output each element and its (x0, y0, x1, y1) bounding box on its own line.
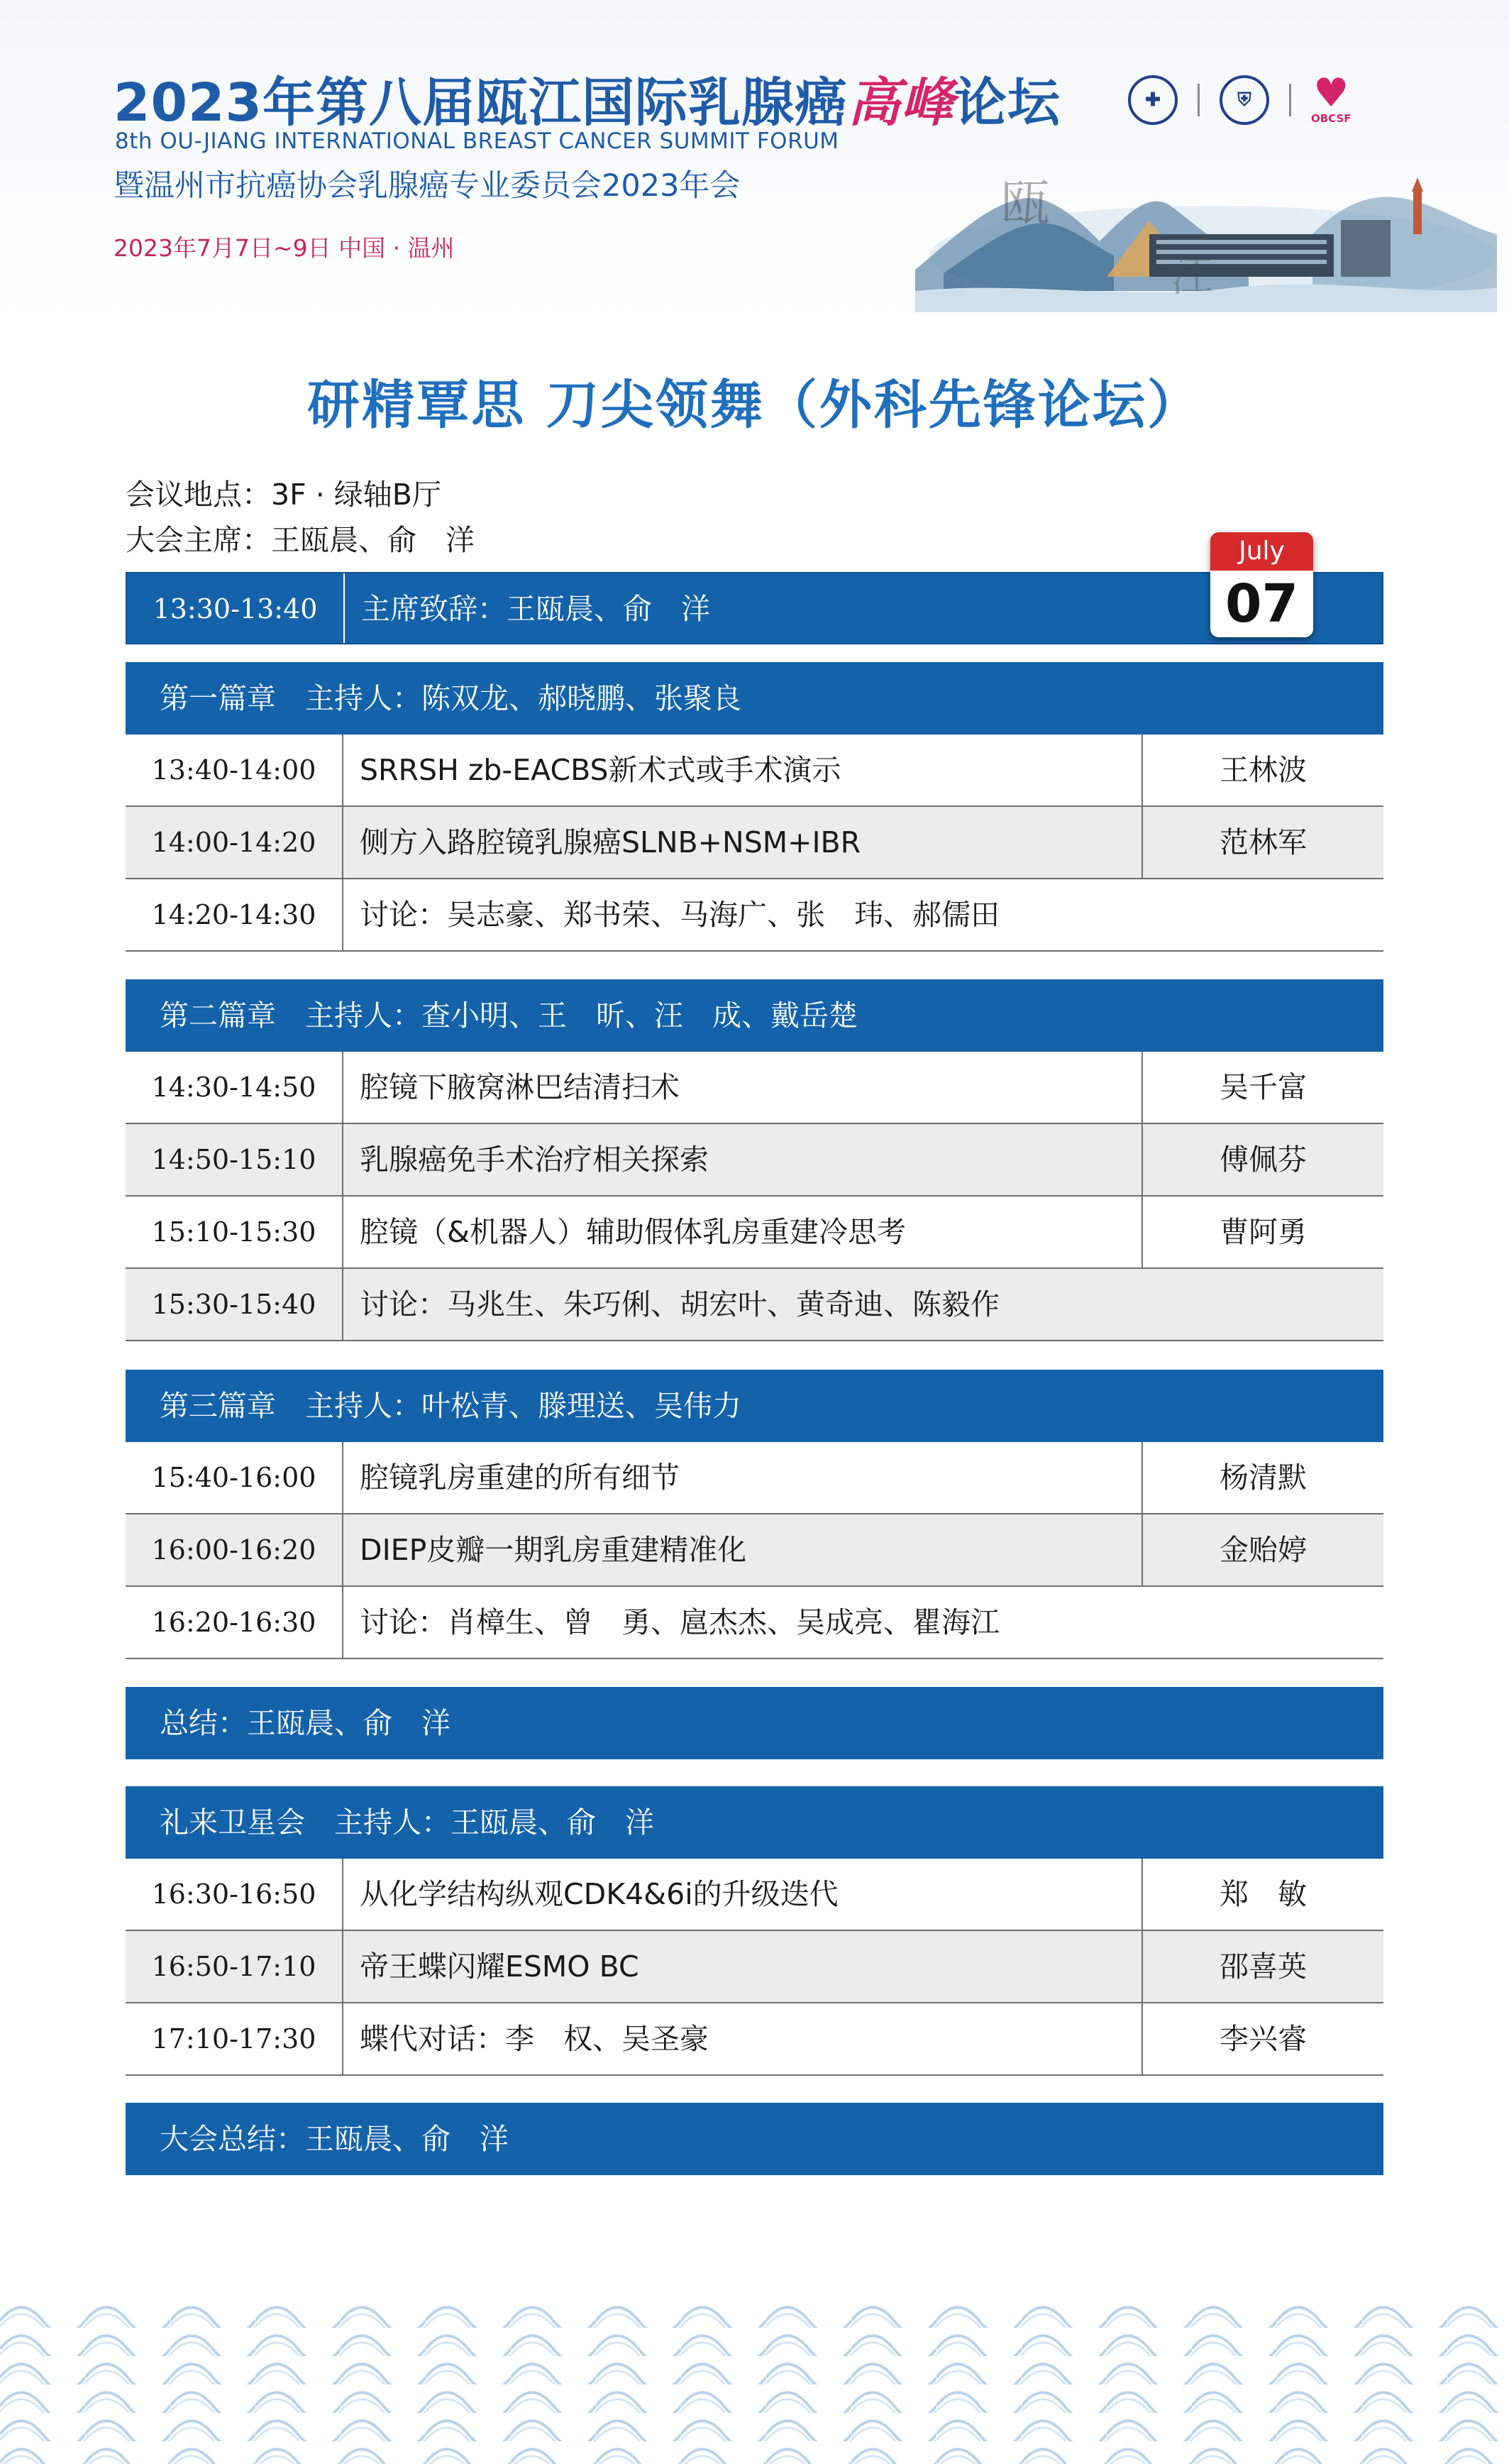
date-badge (1210, 532, 1313, 637)
session-speaker: 邵喜英 (1142, 1931, 1383, 2002)
session-row (126, 1514, 1383, 1587)
session-time: 14:20-14:30 (126, 879, 343, 950)
session-row (126, 1052, 1383, 1124)
session-time: 15:10-15:30 (126, 1197, 343, 1267)
section-header-label: 第三篇章 主持人：叶松青、滕理送、吴伟力 (160, 1389, 741, 1423)
anti-cancer-association-logo-icon: ✚ (1128, 75, 1178, 125)
opening-row (126, 572, 1383, 644)
logo-divider (1198, 84, 1200, 116)
session-topic: 从化学结构纵观CDK4&6i的升级迭代 (360, 1877, 839, 1911)
landscape-illustration (915, 149, 1497, 312)
section-header-2 (126, 979, 1383, 1052)
session-time: 15:40-16:00 (126, 1442, 343, 1513)
event-title-english: 8th OU-JIANG INTERNATIONAL BREAST CANCER SUMMIT FORUM (115, 128, 839, 154)
session-speaker: 吴千富 (1142, 1052, 1383, 1123)
session-speaker: 王林波 (1142, 735, 1383, 805)
event-title-end: 论坛 (954, 72, 1061, 133)
event-header (0, 0, 1509, 319)
landscape-char-jiang: 江 (1171, 252, 1213, 302)
section-header-label: 第二篇章 主持人：查小明、王 昕、汪 成、戴岳楚 (160, 999, 858, 1033)
session-row (126, 1587, 1383, 1659)
session-topic: 主席致辞：王瓯晨、俞 洋 (361, 592, 710, 626)
session-speaker: 金贻婷 (1142, 1514, 1383, 1585)
obcsf-logo-text: OBCSF (1311, 112, 1352, 125)
section-header-label: 第一篇章 主持人：陈双龙、郝晓鹏、张聚良 (160, 681, 741, 715)
session-topic: 腔镜下腋窝淋巴结清扫术 (360, 1070, 680, 1104)
event-title (114, 61, 1061, 136)
landscape-char-ou: 瓯 (1000, 174, 1050, 232)
wave-pattern-footer (0, 2299, 1509, 2464)
satellite-header (126, 1786, 1383, 1859)
organizer-logos (1128, 70, 1352, 125)
date-badge-month: July (1210, 532, 1313, 571)
closing-row (126, 2103, 1383, 2175)
session-time: 14:00-14:20 (126, 807, 343, 878)
session-speaker: 李兴睿 (1142, 2003, 1383, 2074)
session-row (126, 879, 1383, 952)
session-time: 13:30-13:40 (127, 573, 345, 643)
event-title-main: 2023年第八届瓯江国际乳腺癌 (114, 72, 848, 133)
session-time: 17:10-17:30 (126, 2003, 343, 2074)
session-speaker: 杨清默 (1142, 1442, 1383, 1513)
session-time: 16:00-16:20 (126, 1514, 343, 1585)
obcsf-logo (1311, 70, 1352, 125)
session-topic: 讨论：肖樟生、曾 勇、扈杰杰、吴成亮、瞿海江 (360, 1605, 1000, 1639)
session-topic: 帝王蝶闪耀ESMO BC (360, 1949, 639, 1984)
session-time: 16:50-17:10 (126, 1931, 343, 2002)
session-topic: 讨论：吴志豪、郑书荣、马海广、张 玮、郝儒田 (360, 898, 1000, 932)
session-topic: 腔镜乳房重建的所有细节 (360, 1461, 680, 1495)
session-speaker: 郑 敏 (1142, 1859, 1383, 1930)
session-speaker: 曹阿勇 (1142, 1197, 1383, 1267)
session-time: 14:50-15:10 (126, 1124, 343, 1195)
session-topic: 讨论：马兆生、朱巧俐、胡宏叶、黄奇迪、陈毅作 (360, 1287, 1000, 1321)
session-row (126, 1124, 1383, 1197)
session-topic: SRRSH zb-EACBS新术式或手术演示 (360, 753, 841, 787)
session-topic: 腔镜（&机器人）辅助假体乳房重建冷思考 (360, 1215, 906, 1249)
section-header-label: 礼来卫星会 主持人：王瓯晨、俞 洋 (160, 1805, 654, 1839)
session-speaker: 傅佩芬 (1142, 1124, 1383, 1195)
event-title-calligraphy: 高峰 (847, 72, 954, 133)
university-seal-logo-icon: ⛨ (1220, 75, 1269, 125)
venue-info: 会议地点：3F · 绿轴B厅 (126, 478, 441, 512)
session-row (126, 1931, 1383, 2003)
session-row (126, 2003, 1383, 2076)
session-time: 13:40-14:00 (126, 735, 343, 805)
session-row (126, 807, 1383, 879)
session-row (126, 735, 1383, 807)
page-title: 研精覃思 刀尖领舞（外科先锋论坛） (307, 375, 1202, 436)
section-header-3 (126, 1370, 1383, 1442)
logo-divider (1289, 84, 1291, 116)
session-topic: 侧方入路腔镜乳腺癌SLNB+NSM+IBR (360, 825, 861, 859)
closing-label: 大会总结：王瓯晨、俞 洋 (160, 2122, 509, 2156)
session-row (126, 1859, 1383, 1931)
session-row (126, 1197, 1383, 1269)
session-time: 16:30-16:50 (126, 1859, 343, 1930)
event-subtitle: 暨温州市抗癌协会乳腺癌专业委员会2023年会 (114, 168, 741, 204)
session-time: 16:20-16:30 (126, 1587, 343, 1658)
summary-label: 总结：王瓯晨、俞 洋 (160, 1706, 451, 1740)
session-row (126, 1269, 1383, 1341)
session-time: 15:30-15:40 (126, 1269, 343, 1340)
session-topic: 乳腺癌免手术治疗相关探索 (360, 1143, 709, 1177)
summary-row (126, 1687, 1383, 1759)
section-header-1 (126, 662, 1383, 735)
chair-info: 大会主席：王瓯晨、俞 洋 (126, 523, 475, 557)
session-row (126, 1442, 1383, 1514)
event-date-place: 2023年7月7日~9日 中国 · 温州 (114, 234, 455, 262)
session-topic: 蝶代对话：李 权、吴圣豪 (360, 2022, 709, 2056)
date-badge-day: 07 (1225, 573, 1298, 634)
session-time: 14:30-14:50 (126, 1052, 343, 1123)
heart-icon: ♥ (1313, 70, 1349, 116)
session-topic: DIEP皮瓣一期乳房重建精准化 (360, 1533, 747, 1567)
session-speaker: 范林军 (1142, 807, 1383, 878)
